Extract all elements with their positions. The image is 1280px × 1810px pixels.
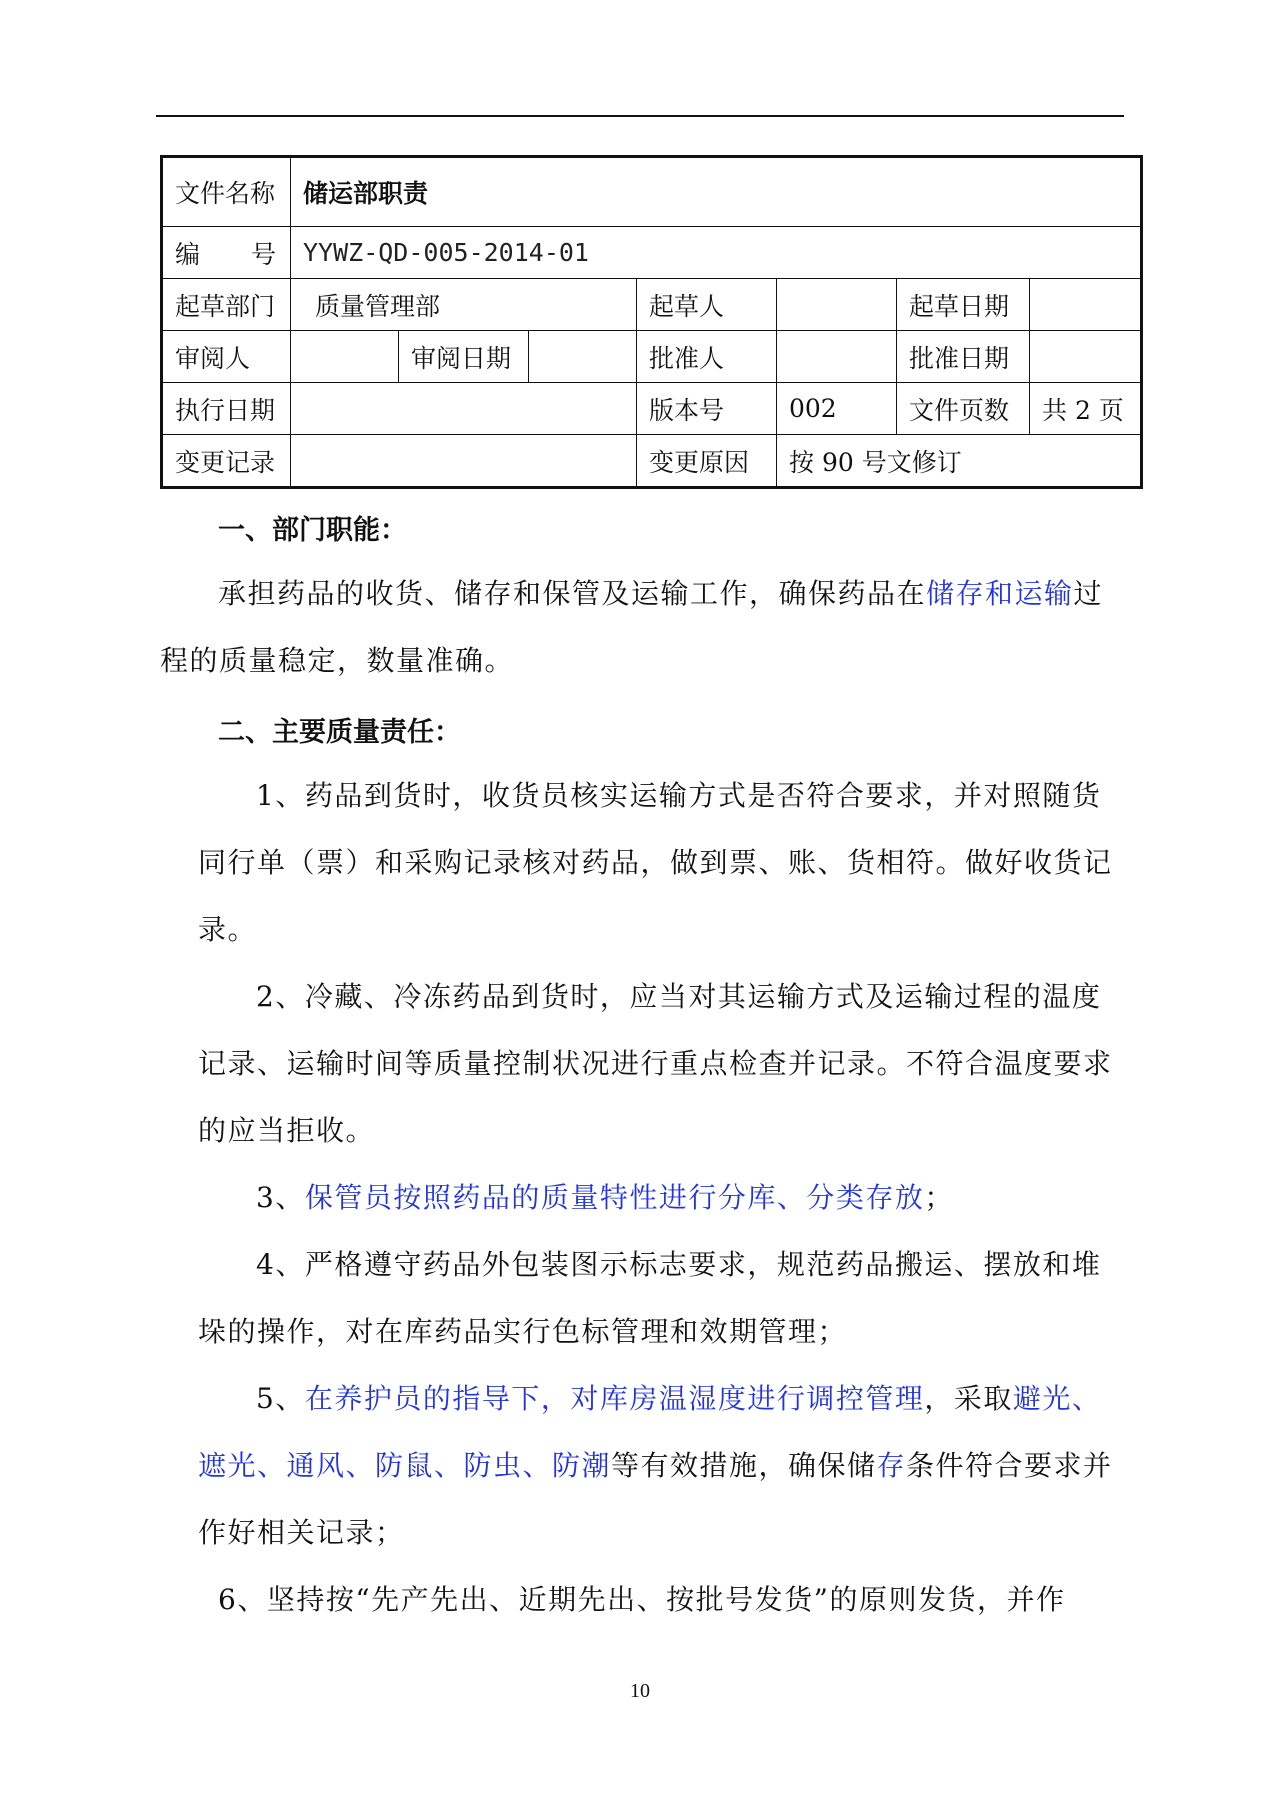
approval-date-value bbox=[1030, 331, 1142, 383]
approver-value bbox=[777, 331, 897, 383]
approver-label: 批准人 bbox=[637, 331, 777, 383]
list-item: 1、药品到货时，收货员核实运输方式是否符合要求，并对照随货 bbox=[256, 779, 1102, 812]
page-count-label: 文件页数 bbox=[897, 383, 1030, 435]
drafting-dept-value: 质量管理部 bbox=[291, 279, 637, 331]
version-label: 版本号 bbox=[637, 383, 777, 435]
number-label-a: 编 bbox=[175, 239, 201, 269]
section-heading-functions: 一、部门职能： bbox=[218, 515, 407, 546]
page-number: 10 bbox=[630, 1680, 650, 1702]
list-item: 6、坚持按“先产先出、近期先出、按批号发货”的原则发货，并作 bbox=[218, 1583, 1066, 1616]
list-item-continuation: 录。 bbox=[198, 913, 258, 946]
list-item: 3、保管员按照药品的质量特性进行分库、分类存放； bbox=[256, 1181, 954, 1214]
reviewer-value bbox=[291, 331, 399, 383]
paragraph-line: 程的质量稳定，数量准确。 bbox=[160, 644, 515, 677]
list-item-continuation: 的应当拒收。 bbox=[198, 1114, 376, 1147]
table-row bbox=[162, 157, 1142, 227]
list-item-continuation: 作好相关记录； bbox=[198, 1516, 405, 1549]
list-item: 4、严格遵守药品外包装图示标志要求，规范药品搬运、摆放和堆 bbox=[256, 1248, 1102, 1281]
list-item-continuation: 记录、运输时间等质量控制状况进行重点检查并记录。不符合温度要求 bbox=[198, 1047, 1113, 1080]
approval-date-label: 批准日期 bbox=[897, 331, 1030, 383]
table-row bbox=[162, 435, 1142, 488]
change-reason-label: 变更原因 bbox=[637, 435, 777, 488]
number-label-b: 号 bbox=[250, 239, 276, 269]
review-date-value bbox=[529, 331, 637, 383]
page-count-value: 共 2 页 bbox=[1030, 383, 1142, 435]
table-row bbox=[162, 227, 1142, 279]
file-name-value: 储运部职责 bbox=[291, 157, 1142, 227]
table-row bbox=[162, 331, 1142, 383]
effective-date-label: 执行日期 bbox=[162, 383, 291, 435]
paragraph-line: 承担药品的收货、储存和保管及运输工作，确保药品在储存和运输过 bbox=[218, 577, 1104, 610]
number-value: YYWZ-QD-005-2014-01 bbox=[291, 227, 1142, 279]
draft-date-value bbox=[1030, 279, 1142, 331]
effective-date-value bbox=[291, 383, 637, 435]
list-item-continuation: 同行单（票）和采购记录核对药品，做到票、账、货相符。做好收货记 bbox=[198, 846, 1113, 879]
change-record-label: 变更记录 bbox=[162, 435, 291, 488]
drafting-dept-label: 起草部门 bbox=[162, 279, 291, 331]
drafter-label: 起草人 bbox=[637, 279, 777, 331]
table-row bbox=[162, 279, 1142, 331]
reviewer-label: 审阅人 bbox=[162, 331, 291, 383]
drafter-value bbox=[777, 279, 897, 331]
review-date-label: 审阅日期 bbox=[399, 331, 529, 383]
list-item-continuation: 垛的操作，对在库药品实行色标管理和效期管理； bbox=[198, 1315, 848, 1348]
list-item: 5、在养护员的指导下，对库房温湿度进行调控管理，采取避光、 bbox=[256, 1382, 1102, 1415]
change-record-value bbox=[291, 435, 637, 488]
table-row bbox=[162, 383, 1142, 435]
draft-date-label: 起草日期 bbox=[897, 279, 1030, 331]
version-value: 002 bbox=[777, 383, 897, 435]
header-rule bbox=[156, 115, 1124, 117]
document-control-table bbox=[160, 155, 1143, 489]
section-heading-responsibilities: 二、主要质量责任： bbox=[218, 717, 461, 748]
file-name-label: 文件名称 bbox=[162, 157, 291, 227]
list-item-continuation: 遮光、通风、防鼠、防虫、防潮等有效措施，确保储存条件符合要求并 bbox=[198, 1449, 1113, 1482]
number-label bbox=[162, 227, 291, 279]
list-item: 2、冷藏、冷冻药品到货时，应当对其运输方式及运输过程的温度 bbox=[256, 980, 1102, 1013]
change-reason-value: 按 90 号文修订 bbox=[777, 435, 1142, 488]
